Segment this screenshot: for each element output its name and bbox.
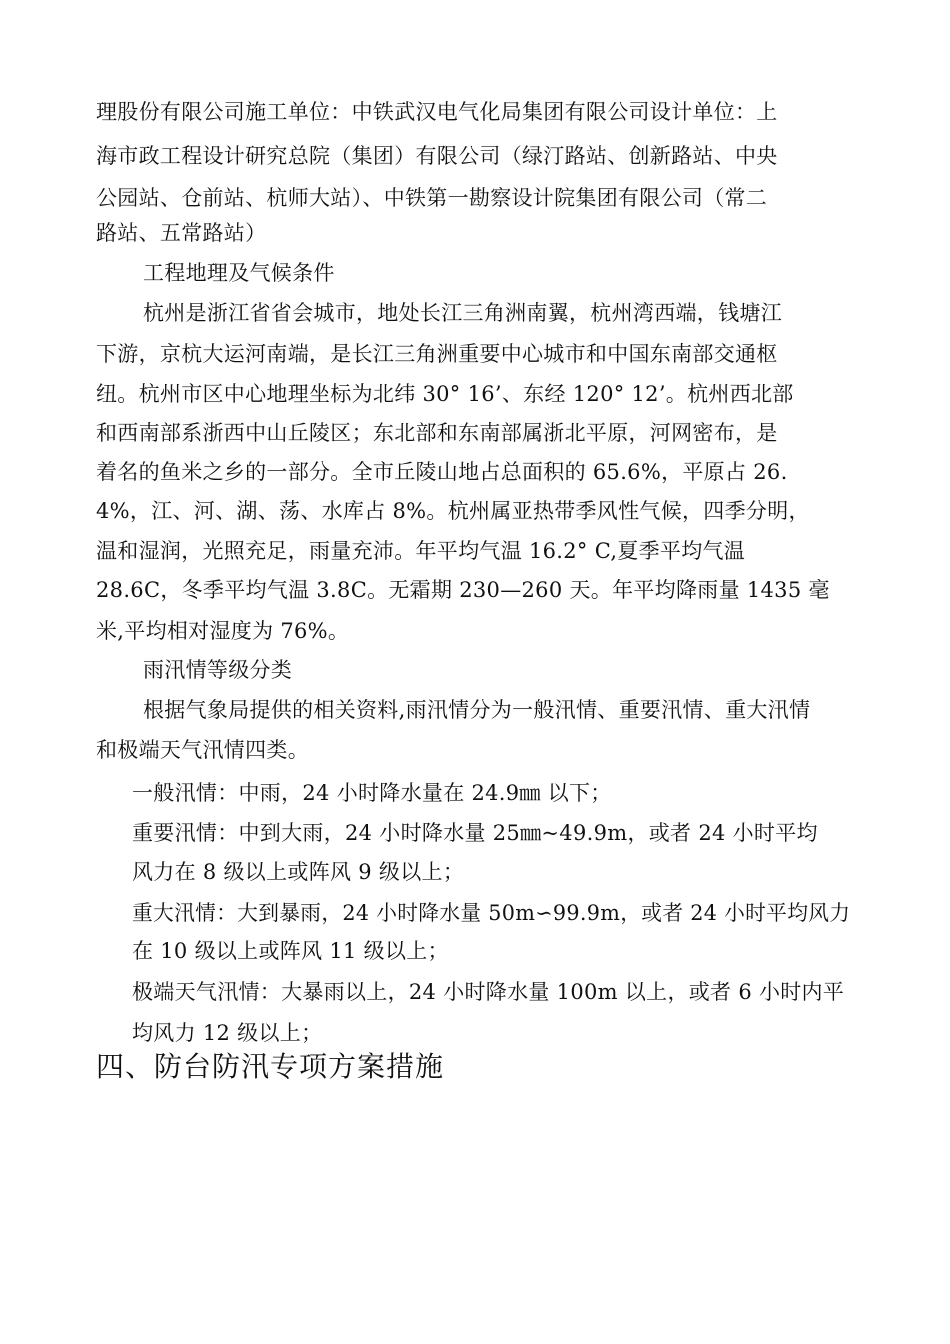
text-line-17: 和极端天气汛情四类。: [96, 738, 309, 762]
text-line-9: 和西南部系浙西中山丘陵区；东北部和东南部属浙北平原，河网密布，是: [96, 421, 778, 445]
flood-level-extreme-cont: 均风力 12 级以上；: [132, 1021, 323, 1045]
text-line-16: 根据气象局提供的相关资料,雨汛情分为一般汛情、重要汛情、重大汛情: [143, 698, 811, 722]
subheading-geography-climate: 工程地理及气候条件: [143, 261, 335, 285]
text-line-11: 4%，江、河、湖、荡、水库占 8%。杭州属亚热带季风性气候，四季分明，: [96, 499, 810, 523]
text-line-14: 米,平均相对湿度为 76%。: [96, 619, 350, 643]
section-heading: 四、防台防汛专项方案措施: [96, 1050, 445, 1083]
flood-level-extreme: 极端天气汛情：大暴雨以上，24 小时降水量 100m 以上，或者 6 小时内平: [132, 980, 845, 1004]
flood-level-major: 重大汛情：大到暴雨，24 小时降水量 50m∽99.9m，或者 24 小时平均风力: [132, 901, 851, 925]
text-line-12: 温和湿润，光照充足，雨量充沛。年平均气温 16.2° C,夏季平均气温: [96, 539, 746, 563]
text-line-2: 海市政工程设计研究总院（集团）有限公司（绿汀路站、创新路站、中央: [96, 144, 778, 168]
text-line-8: 纽。杭州市区中心地理坐标为北纬 30° 16’、东经 120° 12’。杭州西北部: [96, 382, 794, 406]
flood-level-important: 重要汛情：中到大雨，24 小时降水量 25㎜~49.9m，或者 24 小时平均: [132, 821, 818, 845]
text-line-10: 着名的鱼米之乡的一部分。全市丘陵山地占总面积的 65.6%，平原占 26.: [96, 460, 788, 484]
text-line-1: 理股份有限公司施工单位：中铁武汉电气化局集团有限公司设计单位：上: [96, 100, 778, 124]
flood-level-general: 一般汛情：中雨，24 小时降水量在 24.9㎜ 以下；: [132, 781, 612, 805]
text-line-13: 28.6C，冬季平均气温 3.8C。无霜期 230—260 天。年平均降雨量 1435 毫: [96, 578, 830, 602]
text-line-7: 下游，京杭大运河南端，是长江三角洲重要中心城市和中国东南部交通枢: [96, 342, 778, 366]
flood-level-important-cont: 风力在 8 级以上或阵风 9 级以上；: [132, 860, 465, 884]
subheading-flood-levels: 雨汛情等级分类: [143, 658, 293, 682]
text-line-6: 杭州是浙江省省会城市，地处长江三角洲南翼，杭州湾西端，钱塘江: [143, 301, 782, 325]
text-line-4: 路站、五常路站）: [96, 221, 267, 245]
flood-level-major-cont: 在 10 级以上或阵风 11 级以上；: [132, 939, 449, 963]
text-line-3: 公园站、仓前站、杭师大站）、中铁第一勘察设计院集团有限公司（常二: [96, 186, 768, 210]
